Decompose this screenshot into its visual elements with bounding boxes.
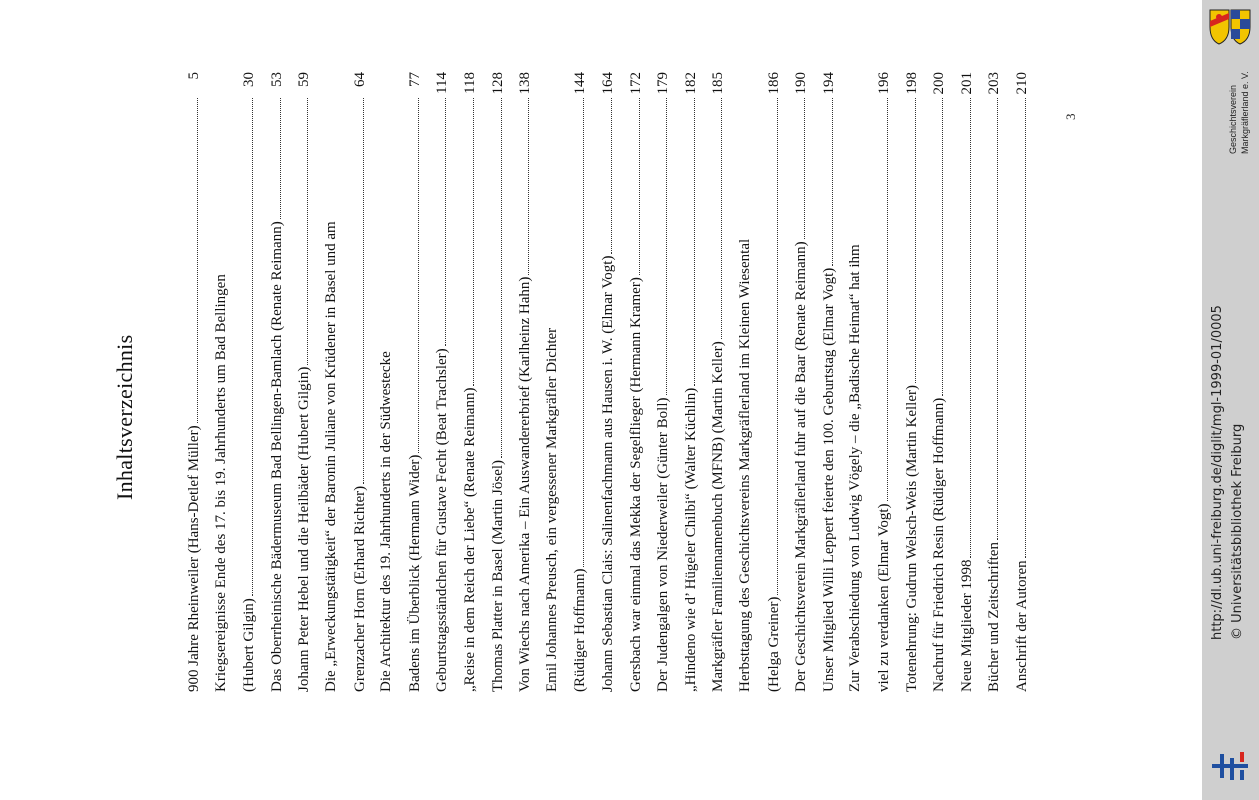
toc-entry (213, 72, 237, 692)
toc-entry (765, 72, 789, 692)
toc-leader-dots (820, 98, 833, 266)
toc-entry-title: Neue Mitglieder 1998 (958, 559, 975, 692)
copyright-text: © Universitätsbibliothek Freiburg (1230, 423, 1245, 640)
toc-leader-dots (323, 74, 335, 219)
toc-entry (433, 72, 457, 692)
society-crest-icon (1207, 7, 1253, 47)
toc-entry-page: 64 (351, 72, 368, 87)
toc-entry (406, 72, 430, 692)
toc-entry (930, 72, 954, 692)
toc-entry-page: 182 (682, 72, 699, 95)
toc-entry-page: 190 (793, 72, 810, 95)
toc-entry-title: (Hubert Gilgin) (241, 598, 258, 692)
toc-entry (903, 72, 927, 692)
toc-entry-page: 144 (572, 72, 589, 95)
toc-entry-title: Gersbach war einmal das Mekka der Segelflieger (Hermann Kramer) (627, 277, 644, 692)
toc-title: Inhaltsverzeichnis (112, 334, 137, 500)
toc-leader-dots (351, 98, 364, 484)
society-name-line2: Markgräflerland e. V. (1240, 71, 1250, 154)
toc-entry (737, 72, 761, 692)
toc-leader-dots (240, 98, 253, 596)
toc-leader-dots (847, 74, 859, 242)
page-number: 3 (1063, 113, 1078, 120)
toc-leader-dots (765, 98, 778, 595)
toc-leader-dots (682, 98, 695, 386)
toc-entry (571, 72, 595, 692)
toc-leader-dots (571, 98, 584, 567)
toc-entry (516, 72, 540, 692)
sidebar-text (1202, 0, 1259, 800)
toc-entry (820, 72, 844, 692)
library-sidebar (1202, 0, 1259, 800)
toc-entry-title: Anschrift der Autoren (1014, 560, 1030, 692)
toc-entry-title: Nachruf für Friedrich Resin (Rüdiger Hoffmann) (931, 397, 948, 692)
toc-entry-page: 5 (186, 72, 202, 80)
toc-entry-title: „Reise in dem Reich der Liebe“ (Renate Reimann) (462, 387, 478, 692)
toc-leader-dots (792, 98, 805, 239)
toc-entry-page: 128 (489, 72, 506, 95)
toc-entry-page: 114 (434, 72, 451, 94)
toc-entry (295, 72, 319, 692)
toc-entry-title: Das Oberrheinische Bädermuseum Bad Bellingen-Bamlach (Renate Reimann) (268, 221, 285, 692)
society-name-line1: Geschichtsverein (1228, 84, 1238, 154)
toc-entry-page: 118 (462, 72, 478, 94)
toc-entry-title: Der Geschichtsverein Markgräflerland fuhr auf die Baar (Renate Reimann) (793, 241, 810, 692)
toc-entry-title: Die „Erweckungstätigkeit“ der Baronin Juliane von Krüdener in Basel und am (323, 221, 339, 692)
toc-entry-title: 900 Jahre Rheinweiler (Hans-Detlef Müller) (186, 425, 202, 692)
toc-entry-page: 186 (765, 72, 782, 95)
toc-entry-title: Herbsttagung des Geschichtsvereins Markgräflerland im Kleinen Wiesental (737, 238, 753, 692)
toc-leader-dots (268, 98, 281, 219)
toc-entry (958, 72, 982, 692)
toc-entry-page: 30 (241, 72, 258, 87)
toc-entry-title: Badens im Überblick (Hermann Wider) (406, 454, 423, 692)
toc-entry-title: Die Architektur des 19. Jahrhunderts in der Südwestecke (378, 351, 395, 692)
toc-entry-page: 198 (903, 72, 920, 95)
toc-entry-title: Bücher und Zeitschriften (986, 542, 1003, 692)
toc-entry (351, 72, 375, 692)
toc-entry (544, 72, 568, 692)
toc-entry-title: Geburtstagsständchen für Gustave Fecht (Beat Trachsler) (434, 348, 451, 692)
toc-entry (240, 72, 264, 692)
toc-entry (185, 72, 209, 692)
toc-entry-page: 200 (931, 72, 948, 95)
toc-entry-title: Der Judengalgen von Niederweiler (Günter Boll) (655, 397, 672, 692)
toc-entry (847, 72, 871, 692)
university-library-logo-icon (1210, 748, 1250, 784)
toc-entry-page: 185 (710, 72, 727, 95)
toc-entry-page: 196 (876, 72, 892, 95)
toc-entry-page: 210 (1014, 72, 1030, 95)
toc-entry-title: Markgräfler Familiennamenbuch (MFNB) (Martin Keller) (710, 341, 727, 692)
toc-entry-title: (Helga Greiner) (765, 596, 782, 692)
toc-entry (709, 72, 733, 692)
toc-entry (323, 72, 347, 692)
toc-entry-title: Kriegsereignisse Ende des 17. bis 19. Jahrhunderts um Bad Bellingen (212, 274, 229, 692)
toc-entry-page: 194 (820, 72, 837, 95)
toc-leader-dots (461, 98, 474, 386)
toc-entry (792, 72, 816, 692)
toc-entry-page: 138 (517, 72, 534, 95)
toc-entry-title: „Hindeno wie d’ Hügeler Chilbi“ (Walter Küchlin) (682, 387, 699, 692)
toc-entry-title: Johann Sebastian Clais: Salinenfachmann aus Hausen i. W. (Elmar Vogt) (600, 255, 616, 692)
toc-entry-title: (Rüdiger Hoffmann) (572, 568, 589, 692)
toc-entry-page: 179 (655, 72, 672, 95)
toc-entry-title: viel zu verdanken (Elmar Vogt) (876, 503, 892, 692)
toc-leader-dots (985, 98, 998, 540)
toc-entry (875, 72, 899, 692)
toc-entry (461, 72, 485, 692)
toc-leader-dots (737, 74, 749, 237)
toc-entry-page: 201 (958, 72, 975, 95)
toc-entry-page: 53 (268, 72, 285, 87)
document-url[interactable]: http://dl.ub.uni-freiburg.de/diglit/mgl-1999-01/0005 (1210, 305, 1225, 640)
toc-leader-dots (958, 98, 971, 558)
toc-entry (985, 72, 1009, 692)
toc-leader-dots (903, 98, 916, 383)
toc-entry (627, 72, 651, 692)
toc-entry (599, 72, 623, 692)
toc-leader-dots (213, 74, 225, 272)
toc-leader-dots (599, 98, 612, 254)
toc-entry-title: Thomas Platter in Basel (Martin Jösel) (489, 459, 506, 692)
toc-leader-dots (544, 74, 556, 326)
toc-entry-title: Unser Mitglied Willi Leppert feierte den 100. Geburtstag (Elmar Vogt) (820, 267, 837, 692)
toc-leader-dots (709, 98, 722, 339)
toc-entry (1013, 72, 1037, 692)
toc-leader-dots (433, 98, 446, 346)
toc-entry-title: Grenzacher Horn (Erhard Richter) (351, 485, 368, 692)
toc-leader-dots (378, 74, 390, 349)
toc-leader-dots (489, 98, 502, 458)
toc-entry (378, 72, 402, 692)
toc-entry-page: 203 (986, 72, 1003, 95)
toc-leader-dots (654, 98, 667, 396)
toc-entry-page: 77 (406, 72, 423, 87)
toc-entry-title: Emil Johannes Preusch, ein vergessener Markgräfler Dichter (543, 327, 560, 692)
toc-entry-title: Zur Verabschiedung von Ludwig Vögely – die „Badische Heimat“ hat ihm (847, 244, 864, 692)
toc-entry (268, 72, 292, 692)
toc-entry (682, 72, 706, 692)
toc-leader-dots (516, 98, 529, 275)
toc-leader-dots (627, 98, 640, 275)
toc-leader-dots (185, 98, 198, 423)
toc-leader-dots (930, 98, 943, 396)
toc-entry-page: 59 (296, 72, 313, 87)
toc-entry (489, 72, 513, 692)
toc-entry-title: Totenehrung: Gudrun Welsch-Weis (Martin Keller) (903, 384, 920, 692)
toc-entry-page: 164 (600, 72, 616, 95)
toc-entry-title: Von Wiechs nach Amerika – Ein Auswandererbrief (Karlheinz Hahn) (517, 276, 534, 692)
toc-leader-dots (295, 98, 308, 365)
toc-entry-page: 172 (627, 72, 644, 95)
toc-entry (654, 72, 678, 692)
toc-leader-dots (406, 98, 419, 453)
toc-leader-dots (1013, 98, 1026, 558)
toc-leader-dots (875, 98, 888, 501)
toc-entry-title: Johann Peter Hebel und die Heilbäder (Hubert Gilgin) (296, 366, 313, 692)
